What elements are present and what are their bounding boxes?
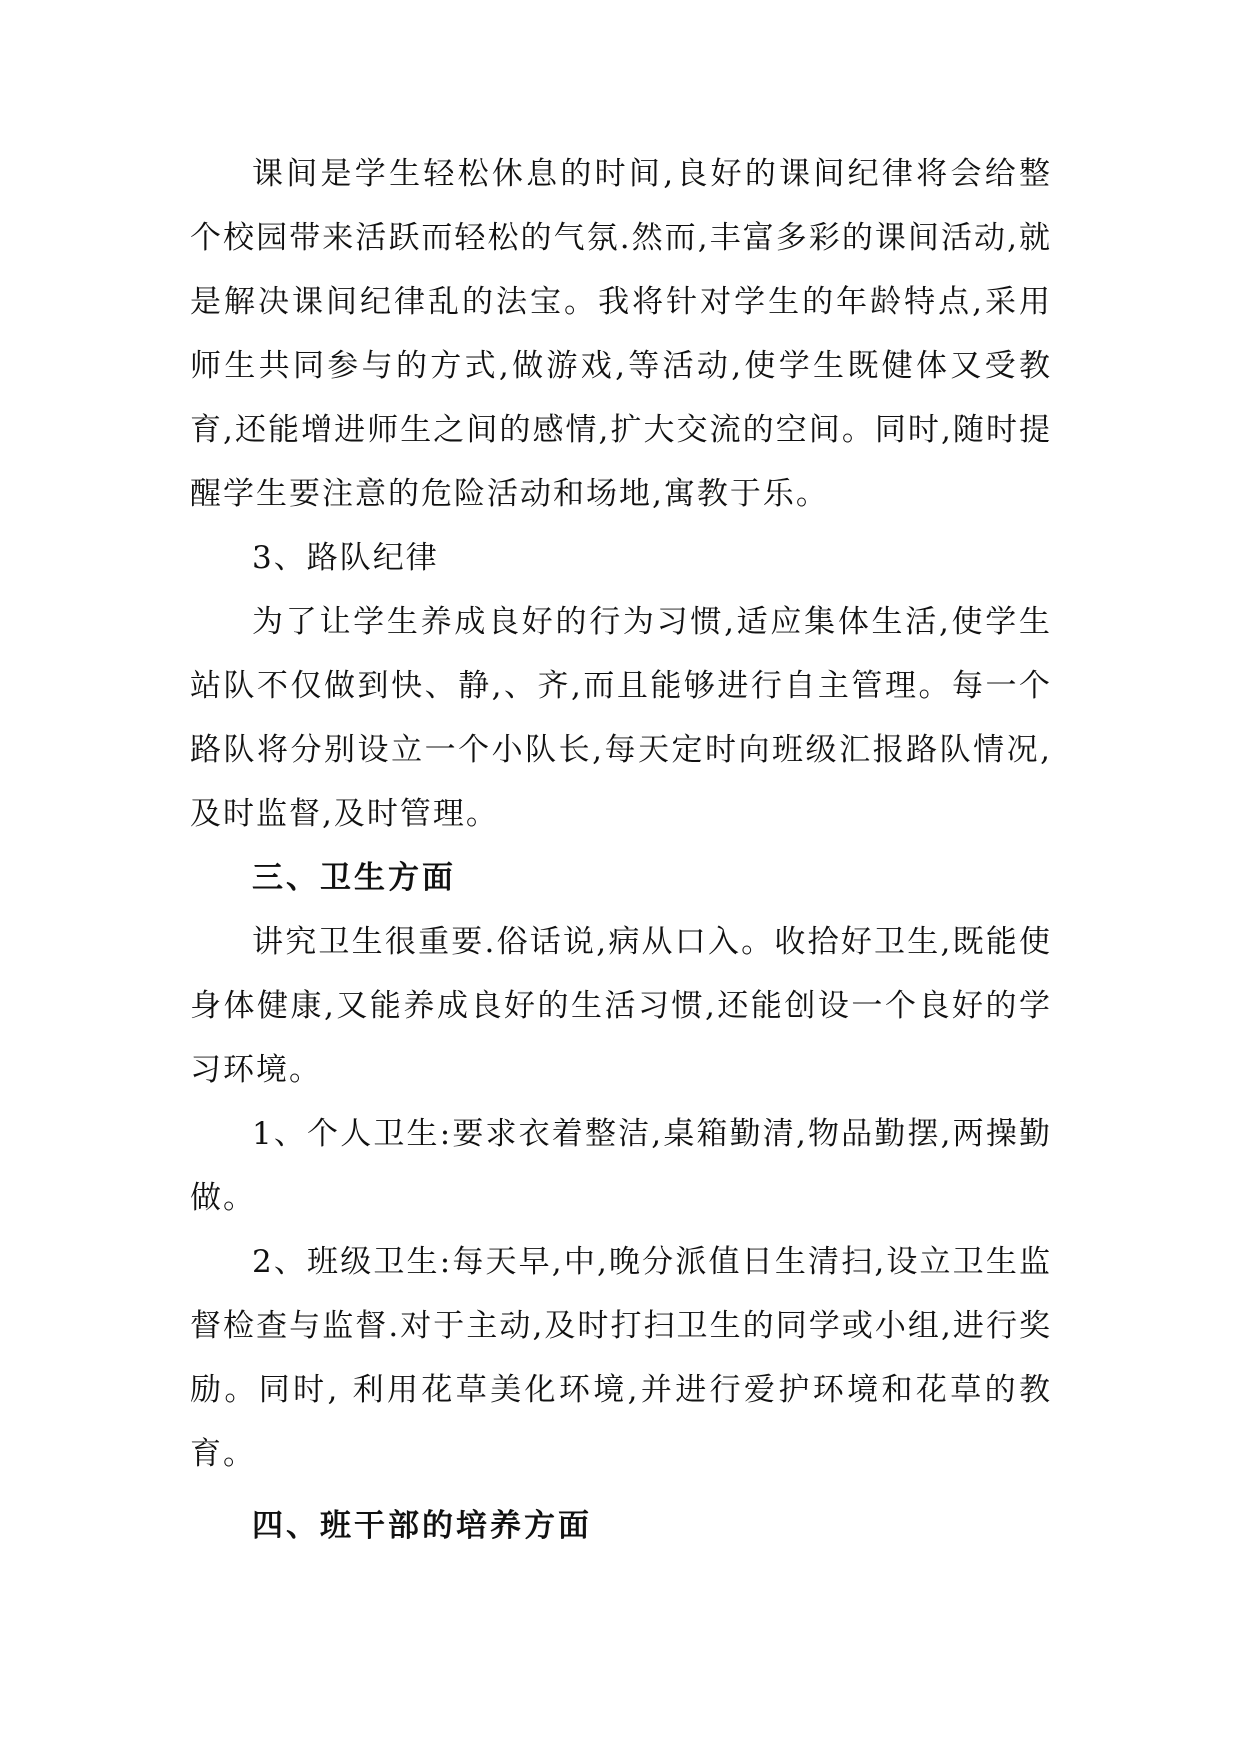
section-heading-hygiene: 三、卫生方面 [252, 860, 456, 896]
paragraph-personal-hygiene: 1、个人卫生:要求衣着整洁,桌箱勤清,物品勤摆,两操勤做。 [190, 1116, 1052, 1216]
subheading-line-discipline: 3、路队纪律 [252, 540, 439, 576]
paragraph-class-hygiene: 2、班级卫生:每天早,中,晚分派值日生清扫,设立卫生监督检查与监督.对于主动,及时打扫卫生的同学或小组,进行奖励。同时, 利用花草美化环境,并进行爱护环境和花草的教育。 [190, 1244, 1052, 1472]
section-heading-class-cadres: 四、班干部的培养方面 [252, 1508, 592, 1544]
document-page [190, 142, 1052, 1558]
paragraph-hygiene-intro: 讲究卫生很重要.俗话说,病从口入。收拾好卫生,既能使身体健康,又能养成良好的生活习惯,还能创设一个良好的学习环境。 [190, 924, 1052, 1088]
paragraph-line-discipline: 为了让学生养成良好的行为习惯,适应集体生活,使学生站队不仅做到快、静,、齐,而且能够进行自主管理。每一个路队将分别设立一个小队长,每天定时向班级汇报路队情况,及时监督,及时管理。 [190, 604, 1052, 832]
spacer [190, 1486, 1052, 1494]
paragraph-recess-discipline: 课间是学生轻松休息的时间,良好的课间纪律将会给整个校园带来活跃而轻松的气氛.然而,丰富多彩的课间活动,就是解决课间纪律乱的法宝。我将针对学生的年龄特点,采用师生共同参与的方式,做游戏,等活动,使学生既健体又受教育,还能增进师生之间的感情,扩大交流的空间。同时,随时提醒学生要注意的危险活动和场地,寓教于乐。 [190, 156, 1052, 512]
